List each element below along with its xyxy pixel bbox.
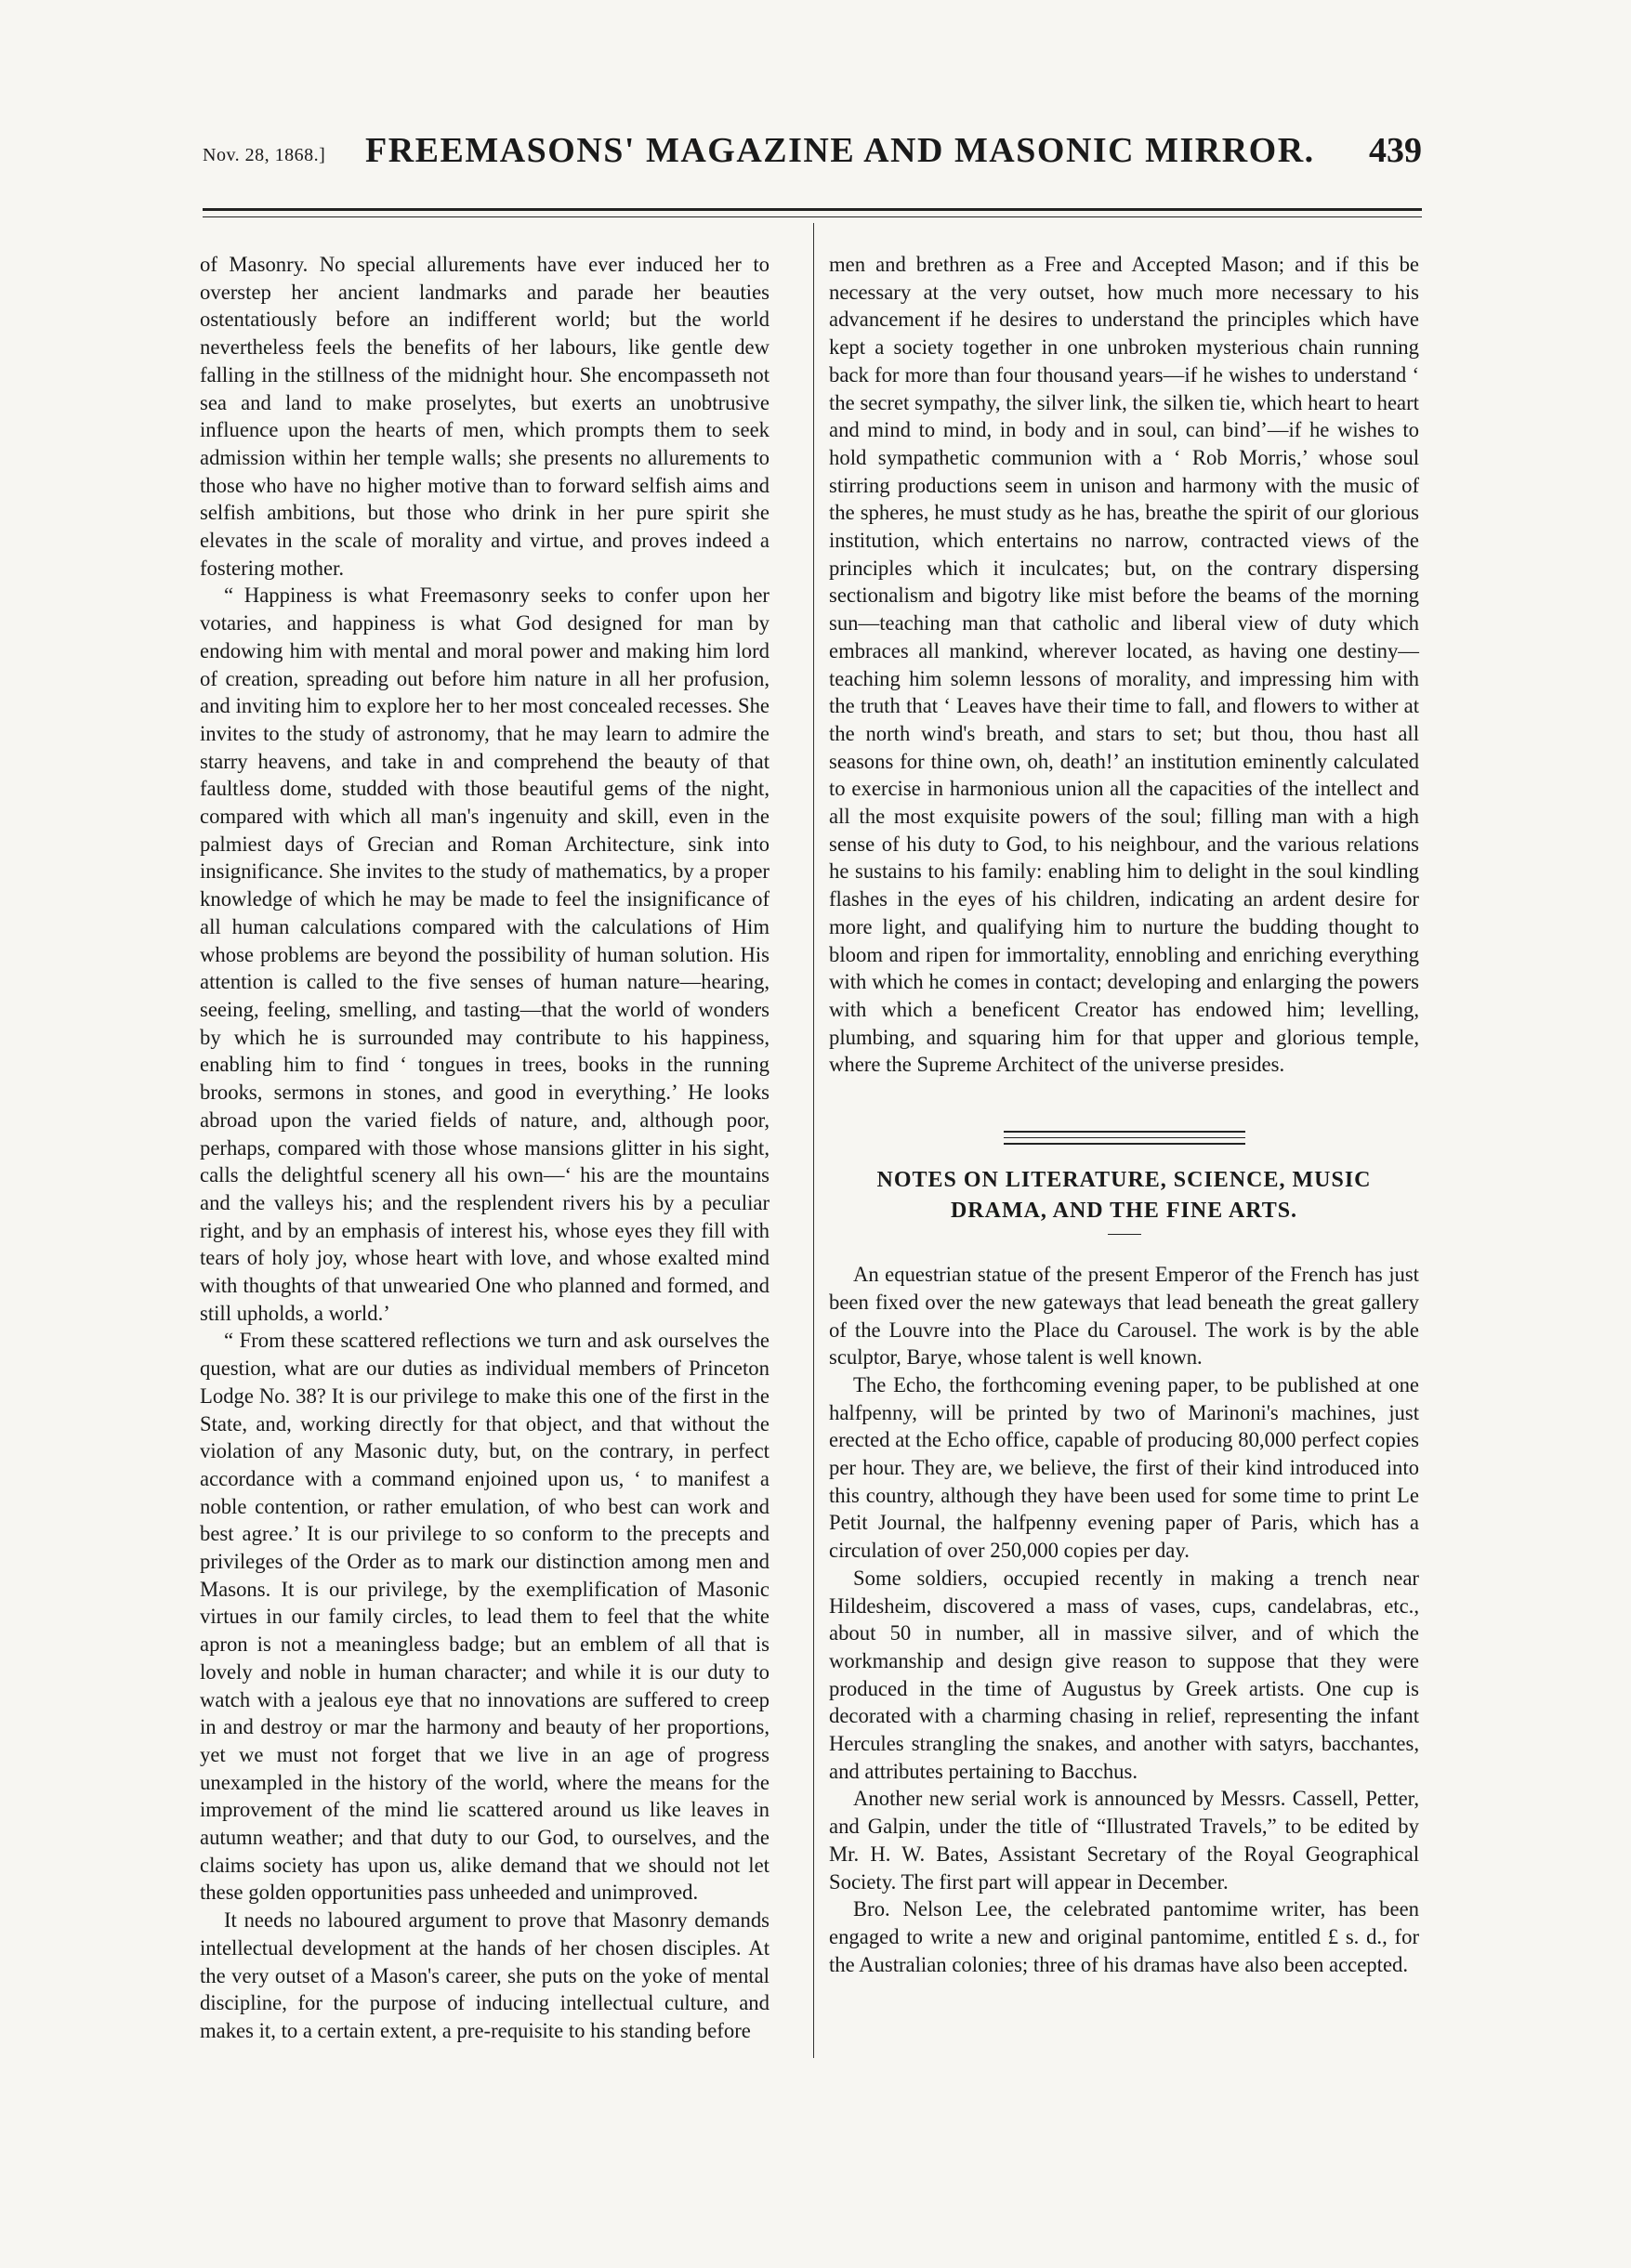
header-rule	[203, 208, 1422, 217]
section-dash	[1108, 1234, 1141, 1235]
section-title-line: NOTES ON LITERATURE, SCIENCE, MUSIC	[876, 1168, 1372, 1193]
right-column	[829, 251, 1419, 1978]
section-title	[829, 1165, 1419, 1226]
column-divider	[813, 223, 814, 2058]
magazine-title: FREEMASONS' MAGAZINE AND MASONIC MIRROR.	[365, 131, 1315, 170]
paragraph: It needs no laboured argument to prove that Masonry demands intellectual development at the hands of her chosen disciples. At the very outset of a Mason's career, she puts on the yoke of mental discipline, for the purpose of inducing intellectual culture, and makes it, to a certain extent, a pre-requisite to his standing before	[200, 1908, 769, 2042]
page-header	[203, 130, 1422, 182]
left-column	[200, 251, 769, 2045]
paragraph: “ From these scattered reflections we turn and ask ourselves the question, what are our duties as individual members of Princeton Lodge No. 38? It is our privilege to make this one of the first in the State, and, working directly for that object, and that without the violation of any Masonic duty, but, on the contrary, in perfect accordance with a command enjoined upon us, ‘ to manifest a noble contention, or rather emulation, of who best can work and best agree.’ It is our privilege to so conform to the precepts and privileges of the Order as to mark our distinction among men and Masons. It is our privilege, by the exemplification of Masonic virtues in our family circles, to lead them to feel that the white apron is not a meaningless badge; but an emblem of all that is lovely and noble in human character; and while it is our duty to watch with a jealous eye that no innovations are suffered to creep in and destroy or mar the harmony and beauty of her proportions, yet we must not forget that we live in an age of progress unexampled in the history of the world, where the means for the improvement of the mind lie scattered around us like leaves in autumn weather; and that duty to our God, to ourselves, and the claims society has upon us, alike demand that we should not let these golden opportunities pass unheeded and unimproved.	[200, 1329, 769, 1905]
issue-date: Nov. 28, 1868.]	[203, 145, 326, 165]
paragraph: “ Happiness is what Freemasonry seeks to confer upon her votaries, and happiness is what God designed for man by endowing him with mental and moral power and making him lord of creation, spreading out before him nature in all her profusion, and inviting him to explore her to her most concealed recesses. She invites to the study of astronomy, that he may learn to admire the starry heavens, and take in and comprehend the beauty of that faultless dome, studded with those beautiful gems of the night, compared with which all man's ingenuity and skill, even in the palmiest days of Grecian and Roman Architecture, sink into insignificance. She invites to the study of mathematics, by a proper knowledge of which he may be made to feel the insignificance of all human calculations compared with the calculations of Him whose problems are beyond the possibility of human solution. His attention is called to the five senses of human nature—hearing, seeing, feeling, smelling, and tasting—that the world of wonders by which he is surrounded may contribute to his happiness, enabling him to find ‘ tongues in trees, books in the running brooks, sermons in stones, and good in everything.’ He looks abroad upon the varied fields of nature, and, although poor, perhaps, compared with those whose mansions glitter in his sight, calls the delightful scenery all his own—‘ his are the mountains and the valleys his; and the resplendent rivers his by a peculiar right, and by an emphasis of interest his, whose eyes they fill with tears of holy joy, whose heart with love, and whose exalted mind with thoughts of that unwearied One who planned and formed, and still upholds, a world.’	[200, 583, 769, 1325]
note-paragraph: Another new serial work is announced by Messrs. Cassell, Petter, and Galpin, under the title of “Illustrated Travels,” to be edited by Mr. H. W. Bates, Assistant Secretary of the Royal Geographical Society. The first part will appear in December.	[829, 1787, 1419, 1894]
note-paragraph: Some soldiers, occupied recently in making a trench near Hildesheim, discovered a mass of vases, cups, candelabras, etc., about 50 in number, all in massive silver, and of which the workmanship and design give reason to suppose that they were produced in the time of Augustus by Greek artists. One cup is decorated with a charming chasing in relief, representing the infant Hercules strangling the snakes, and another with satyrs, bacchantes, and attributes pertaining to Bacchus.	[829, 1566, 1419, 1783]
section-title-line: DRAMA, AND THE FINE ARTS.	[950, 1199, 1298, 1224]
page-number: 439	[1369, 131, 1422, 170]
note-paragraph: The Echo, the forthcoming evening paper, to be published at one halfpenny, will be printed by two of Marinoni's machines, just erected at the Echo office, capable of producing 80,000 perfect copies per hour. They are, we believe, the first of their kind introduced into this country, although they have been used for some time to print Le Petit Journal, the halfpenny evening paper of Paris, which has a circulation of over 250,000 copies per day.	[829, 1372, 1419, 1563]
paragraph: men and brethren as a Free and Accepted Mason; and if this be necessary at the very outset, how much more necessary to his advancement if he desires to understand the principles which have kept a society together in one unbroken mysterious chain running back for more than four thousand years—if he wishes to understand ‘ the secret sympathy, the silver link, the silken tie, which heart to heart and mind to mind, in body and in soul, can bind’—if he wishes to hold sympathetic communion with a ‘ Rob Morris,’ whose soul stirring productions seem in unison and harmony with the music of the spheres, he must study as he has, breathe the spirit of our glorious institution, which entertains no narrow, contracted views of the principles which it inculcates; but, on the contrary dispersing sectionalism and bigotry like mist before the beams of the morning sun—teaching man that catholic and liberal view of duty which embraces all mankind, wherever located, as having one destiny—teaching him solemn lessons of morality, and impressing him with the truth that ‘ Leaves have their time to fall, and flowers to wither at the north wind's breath, and stars to set; but thou, thou hast all seasons for thine own, oh, death!’ an institution eminently calculated to exercise in harmonious union all the capacities of the intellect and all the most exquisite powers of the soul; filling man with a high sense of his duty to God, to his neighbour, and the various relations he sustains to his family: enabling him to delight in the soul kindling flashes in the eyes of his children, indicating an ardent desire for more light, and qualifying him to nurture the budding thought to bloom and ripen for immortality, ennobling and enriching everything with which he comes in contact; developing and enlarging the powers with which a beneficent Creator has endowed him; levelling, plumbing, and squaring him for that upper and glorious temple, where the Supreme Architect of the universe presides.	[829, 253, 1419, 1077]
note-paragraph: An equestrian statue of the present Emperor of the French has just been fixed over the new gateways that lead beneath the great gallery of the Louvre into the Place du Carousel. The work is by the able sculptor, Barye, whose talent is well known.	[829, 1263, 1419, 1370]
note-paragraph: Bro. Nelson Lee, the celebrated pantomime writer, has been engaged to write a new and original pantomime, entitled £ s. d., for the Australian colonies; three of his dramas have also been accepted.	[829, 1897, 1419, 1976]
paragraph: of Masonry. No special allurements have ever induced her to overstep her ancient landmarks and parade her beauties ostentatiously before an indifferent world; but the world nevertheless feels the benefits of her labours, like gentle dew falling in the stillness of the midnight hour. She encompasseth not sea and land to make proselytes, but exerts an unobtrusive influence upon the hearts of men, which prompts them to seek admission within her temple walls; she presents no allurements to those who have no higher motive than to forward selfish aims and selfish ambitions, but those who drink in her pure spirit she elevates in the scale of morality and virtue, and proves indeed a fostering mother.	[200, 253, 769, 580]
section-ornament	[1004, 1131, 1245, 1145]
notes-section	[829, 1261, 1419, 1978]
